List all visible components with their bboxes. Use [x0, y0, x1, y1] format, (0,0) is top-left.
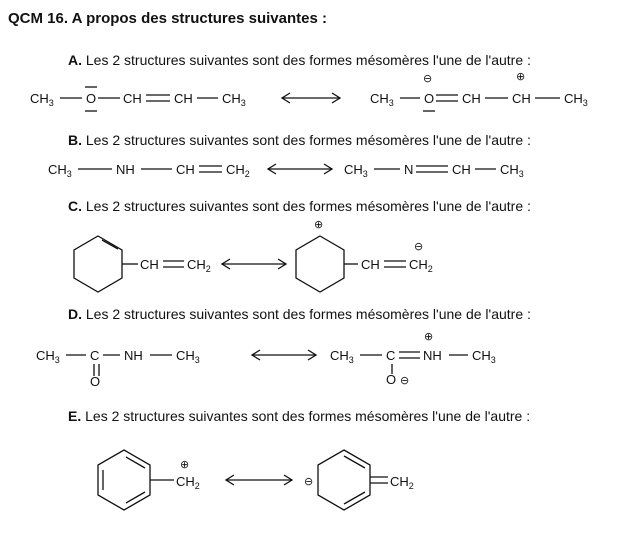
svg-text:CH3: $CH_3$ [472, 348, 496, 365]
item-c-letter: C. [68, 198, 82, 214]
svg-text:CH2: $CH_2$ [409, 257, 433, 274]
svg-text:CH: CH [140, 257, 159, 272]
item-d [68, 306, 531, 322]
svg-text:NH: NH [116, 162, 135, 177]
svg-text:⊖: ⊖ [304, 476, 314, 488]
svg-text:CH3: $CH_3$ [330, 348, 354, 365]
svg-text:CH3: $CH_3$ [48, 162, 72, 179]
svg-text:CH: CH [452, 162, 471, 177]
svg-text:CH2: $CH_2$ [390, 474, 414, 491]
svg-text:⊕: ⊕ [314, 219, 324, 231]
svg-text:N: N [404, 162, 414, 177]
svg-text:⊖: ⊖ [423, 73, 433, 85]
svg-text:CH3: $CH_3$ [564, 91, 588, 108]
svg-text:NH: NH [423, 348, 442, 363]
svg-text:⊖: ⊖ [400, 375, 410, 387]
svg-text:CH3: $CH_3$ [370, 91, 394, 108]
svg-text:CH3: $CH_3$ [36, 348, 60, 365]
structure-c [0, 216, 636, 300]
svg-text:C: C [90, 348, 100, 363]
item-d-statement: Les 2 structures suivantes sont des formes mésomères l'une de l'autre : [85, 306, 531, 322]
item-d-letter: D. [68, 306, 82, 322]
svg-text:CH: CH [512, 91, 531, 106]
item-c-statement: Les 2 structures suivantes sont des formes mésomères l'une de l'autre : [85, 198, 531, 214]
svg-text:CH2: $CH_2$ [176, 474, 200, 491]
item-c [68, 198, 531, 214]
svg-text:CH3: $CH_3$ [222, 91, 246, 108]
svg-text:CH: CH [174, 91, 193, 106]
svg-text:CH2: $CH_2$ [187, 257, 211, 274]
structure-a [0, 68, 636, 118]
svg-text:CH3: $CH_3$ [30, 91, 54, 108]
item-e [68, 408, 530, 424]
svg-text:O: O [386, 372, 397, 387]
structure-b [0, 150, 636, 184]
svg-text:O: O [86, 91, 97, 106]
svg-text:CH: CH [176, 162, 195, 177]
svg-text:⊖: ⊖ [414, 241, 424, 253]
svg-text:⊕: ⊕ [516, 71, 526, 83]
svg-text:CH: CH [462, 91, 481, 106]
item-e-statement: Les 2 structures suivantes sont des formes mésomères l'une de l'autre : [85, 408, 531, 424]
item-b-letter: B. [68, 132, 82, 148]
svg-text:⊕: ⊕ [180, 459, 190, 471]
svg-text:O: O [424, 91, 435, 106]
item-a-statement: Les 2 structures suivantes sont des formes mésomères l'une de l'autre : [85, 52, 531, 68]
svg-text:O: O [90, 374, 101, 388]
svg-text:CH: CH [361, 257, 380, 272]
item-b-statement: Les 2 structures suivantes sont des formes mésomères l'une de l'autre : [85, 132, 531, 148]
svg-text:NH: NH [124, 348, 143, 363]
item-a [68, 52, 531, 68]
item-e-letter: E. [68, 408, 82, 424]
structure-d [0, 324, 636, 388]
svg-text:CH3: $CH_3$ [344, 162, 368, 179]
svg-text:C: C [386, 348, 396, 363]
svg-text:CH3: $CH_3$ [500, 162, 524, 179]
svg-text:⊕: ⊕ [424, 331, 434, 343]
svg-text:CH: CH [123, 91, 142, 106]
item-b [68, 132, 531, 148]
item-a-letter: A. [68, 52, 82, 68]
svg-text:CH2: $CH_2$ [226, 162, 250, 179]
structure-e [0, 428, 636, 528]
svg-text:CH3: $CH_3$ [176, 348, 200, 365]
question-title: QCM 16. A propos des structures suivantes : [8, 10, 327, 27]
